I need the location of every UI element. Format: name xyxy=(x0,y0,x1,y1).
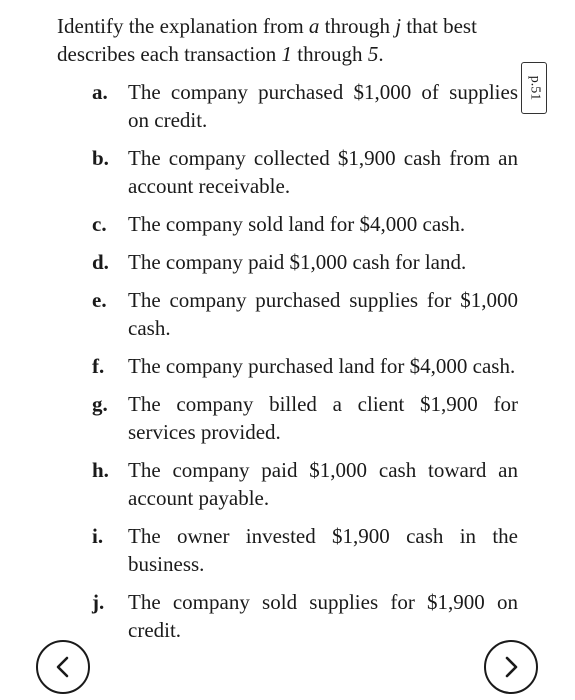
list-item xyxy=(92,456,518,512)
option-letter: f. xyxy=(92,354,105,378)
variable-j: j xyxy=(395,14,402,38)
list-item xyxy=(92,248,518,276)
instructions xyxy=(57,12,527,68)
option-text: The company sold land for $4,000 cash. xyxy=(128,212,466,236)
option-letter: d. xyxy=(92,250,109,274)
option-letter: a. xyxy=(92,80,108,104)
option-text: The company purchased supplies for $1,000 cash. xyxy=(128,288,518,340)
list-item xyxy=(92,144,518,200)
page-reference-label: p.51 xyxy=(527,75,542,101)
instructions-text: that best describes each transaction xyxy=(57,14,477,66)
variable-5: 5 xyxy=(367,42,379,66)
option-text: The company purchased $1,000 of supplies on credit. xyxy=(128,80,518,132)
chevron-right-icon xyxy=(498,654,524,680)
option-text: The company billed a client $1,900 for services provided. xyxy=(128,392,518,444)
list-item xyxy=(92,390,518,446)
option-text: The company collected $1,900 cash from an account receivable. xyxy=(128,146,518,198)
option-text: The owner invested $1,900 cash in the business. xyxy=(128,524,518,576)
list-item xyxy=(92,522,518,578)
list-item xyxy=(92,588,518,644)
option-letter: g. xyxy=(92,392,108,416)
page-reference-badge xyxy=(521,62,547,114)
instructions-text: through xyxy=(319,14,396,38)
option-text: The company paid $1,000 cash toward an account payable. xyxy=(128,458,518,510)
chevron-left-icon xyxy=(50,654,76,680)
list-item xyxy=(92,78,518,134)
instructions-text: . xyxy=(378,42,384,66)
option-text: The company purchased land for $4,000 cash. xyxy=(128,354,516,378)
previous-page-button[interactable] xyxy=(36,640,90,694)
option-letter: b. xyxy=(92,146,109,170)
option-letter: c. xyxy=(92,212,107,236)
list-item xyxy=(92,352,518,380)
list-item xyxy=(92,286,518,342)
explanation-list xyxy=(92,78,518,654)
variable-a: a xyxy=(308,14,320,38)
option-letter: i. xyxy=(92,524,104,548)
option-letter: e. xyxy=(92,288,107,312)
option-letter: h. xyxy=(92,458,109,482)
instructions-text: Identify the explanation from xyxy=(57,14,309,38)
option-text: The company sold supplies for $1,900 on credit. xyxy=(128,590,518,642)
next-page-button[interactable] xyxy=(484,640,538,694)
option-text: The company paid $1,000 cash for land. xyxy=(128,250,467,274)
option-letter: j. xyxy=(92,590,105,614)
variable-1: 1 xyxy=(281,42,292,66)
list-item xyxy=(92,210,518,238)
instructions-text: through xyxy=(291,42,368,66)
